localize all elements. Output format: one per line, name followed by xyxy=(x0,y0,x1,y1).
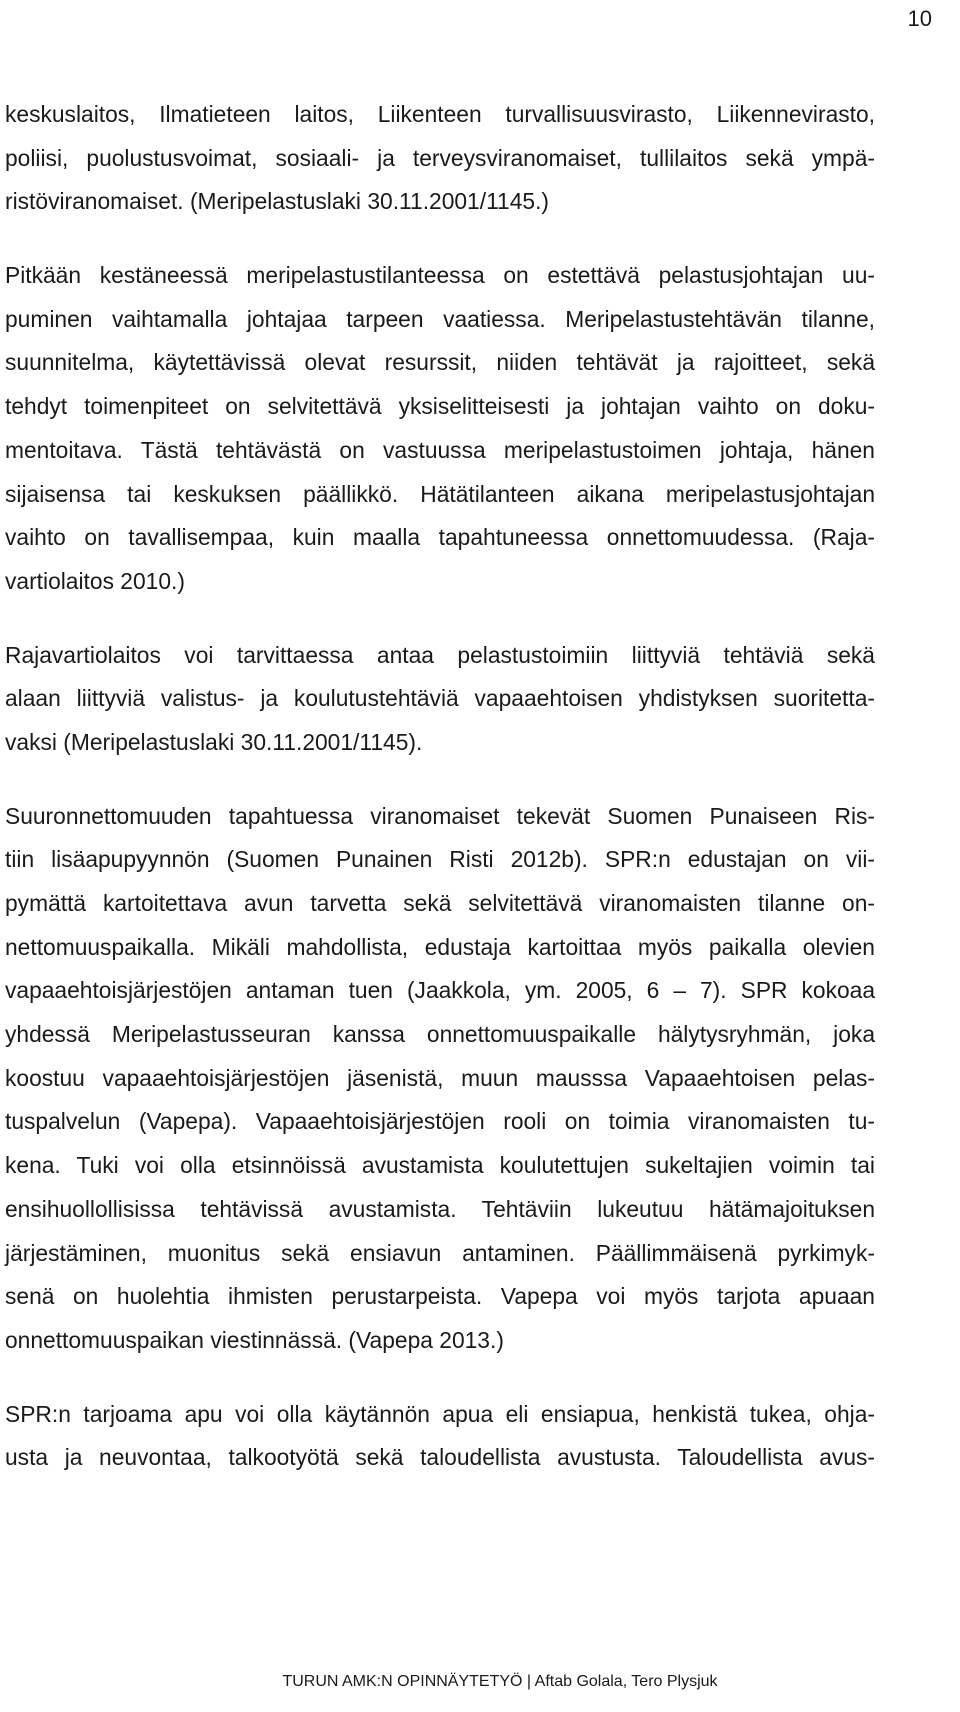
paragraph xyxy=(5,1393,875,1480)
page-number: 10 xyxy=(907,6,932,31)
text-line: pymättä kartoitettava avun tarvetta sekä selvitettävä viranomaisten tilanne on- xyxy=(5,890,875,916)
text-line: kena. Tuki voi olla etsinnöissä avustamista koulutettujen sukeltajien voimin tai xyxy=(5,1152,875,1179)
text-line: keskuslaitos, Ilmatieteen laitos, Liikenteen turvallisuusvirasto, Liikennevirasto, xyxy=(5,101,875,127)
text-line: suunnitelma, käytettävissä olevat resurssit, niiden tehtävät ja rajoitteet, sekä xyxy=(5,349,875,376)
text-line: Pitkään kestäneessä meripelastustilanteessa on estettävä pelastusjohtajan uu- xyxy=(5,262,875,289)
text-line: koostuu vapaaehtoisjärjestöjen jäsenistä, muun mausssa Vapaaehtoisen pelas- xyxy=(5,1064,875,1091)
text-line: vaksi (Meripelastuslaki 30.11.2001/1145). xyxy=(5,728,423,755)
text-line: tiin lisäapupyynnön (Suomen Punainen Risti 2012b). SPR:n edustajan on vii- xyxy=(5,846,875,873)
footer-text: TURUN AMK:N OPINNÄYTETYÖ | Aftab Golala, Tero Plysjuk xyxy=(282,1673,718,1690)
text-line: puminen vaihtamalla johtajaa tarpeen vaatiessa. Meripelastustehtävän tilanne, xyxy=(5,305,875,332)
paragraph xyxy=(5,254,875,604)
paragraph xyxy=(5,634,875,765)
paragraph xyxy=(5,795,875,1363)
text-line: onnettomuuspaikan viestinnässä. (Vapepa 2013.) xyxy=(5,1326,504,1353)
text-line: järjestäminen, muonitus sekä ensiavun antaminen. Päällimmäisenä pyrkimyk- xyxy=(5,1239,875,1266)
document-body xyxy=(5,93,875,1480)
text-line: tehdyt toimenpiteet on selvitettävä yksiselitteisesti ja johtajan vaihto on doku- xyxy=(5,393,875,420)
text-line: poliisi, puolustusvoimat, sosiaali- ja terveysviranomaiset, tullilaitos sekä ympä- xyxy=(5,144,875,171)
page-footer xyxy=(0,1671,960,1693)
text-line: nettomuuspaikalla. Mikäli mahdollista, edustaja kartoittaa myös paikalla olevien xyxy=(5,933,875,960)
text-line: vapaaehtoisjärjestöjen antaman tuen (Jaakkola, ym. 2005, 6 – 7). SPR kokoaa xyxy=(5,977,875,1004)
text-line: usta ja neuvontaa, talkootyötä sekä taloudellista avustusta. Taloudellista avus- xyxy=(5,1444,875,1471)
text-line: mentoitava. Tästä tehtävästä on vastuussa meripelastustoimen johtaja, hänen xyxy=(5,436,875,463)
text-line: Rajavartiolaitos voi tarvittaessa antaa pelastustoimiin liittyviä tehtäviä sekä xyxy=(5,641,875,668)
paragraph xyxy=(5,93,875,224)
text-line: SPR:n tarjoama apu voi olla käytännön apua eli ensiapua, henkistä tukea, ohja- xyxy=(5,1400,875,1427)
text-line: vaihto on tavallisempaa, kuin maalla tapahtuneessa onnettomuudessa. (Raja- xyxy=(5,524,875,551)
text-line: ensihuollollisissa tehtävissä avustamista. Tehtäviin lukeutuu hätämajoituksen xyxy=(5,1195,875,1222)
text-line: yhdessä Meripelastusseuran kanssa onnettomuuspaikalle hälytysryhmän, joka xyxy=(5,1021,875,1048)
text-line: ristöviranomaiset. (Meripelastuslaki 30.11.2001/1145.) xyxy=(5,188,550,215)
text-line: Suuronnettomuuden tapahtuessa viranomaiset tekevät Suomen Punaiseen Ris- xyxy=(5,802,875,829)
text-line: vartiolaitos 2010.) xyxy=(5,567,185,594)
text-line: alaan liittyviä valistus- ja koulutustehtäviä vapaaehtoisen yhdistyksen suoritetta- xyxy=(5,685,875,712)
text-line: tuspalvelun (Vapepa). Vapaaehtoisjärjestöjen rooli on toimia viranomaisten tu- xyxy=(5,1108,875,1135)
text-line: senä on huolehtia ihmisten perustarpeista. Vapepa voi myös tarjota apuaan xyxy=(5,1283,875,1310)
text-line: sijaisensa tai keskuksen päällikkö. Hätätilanteen aikana meripelastusjohtajan xyxy=(5,480,875,507)
